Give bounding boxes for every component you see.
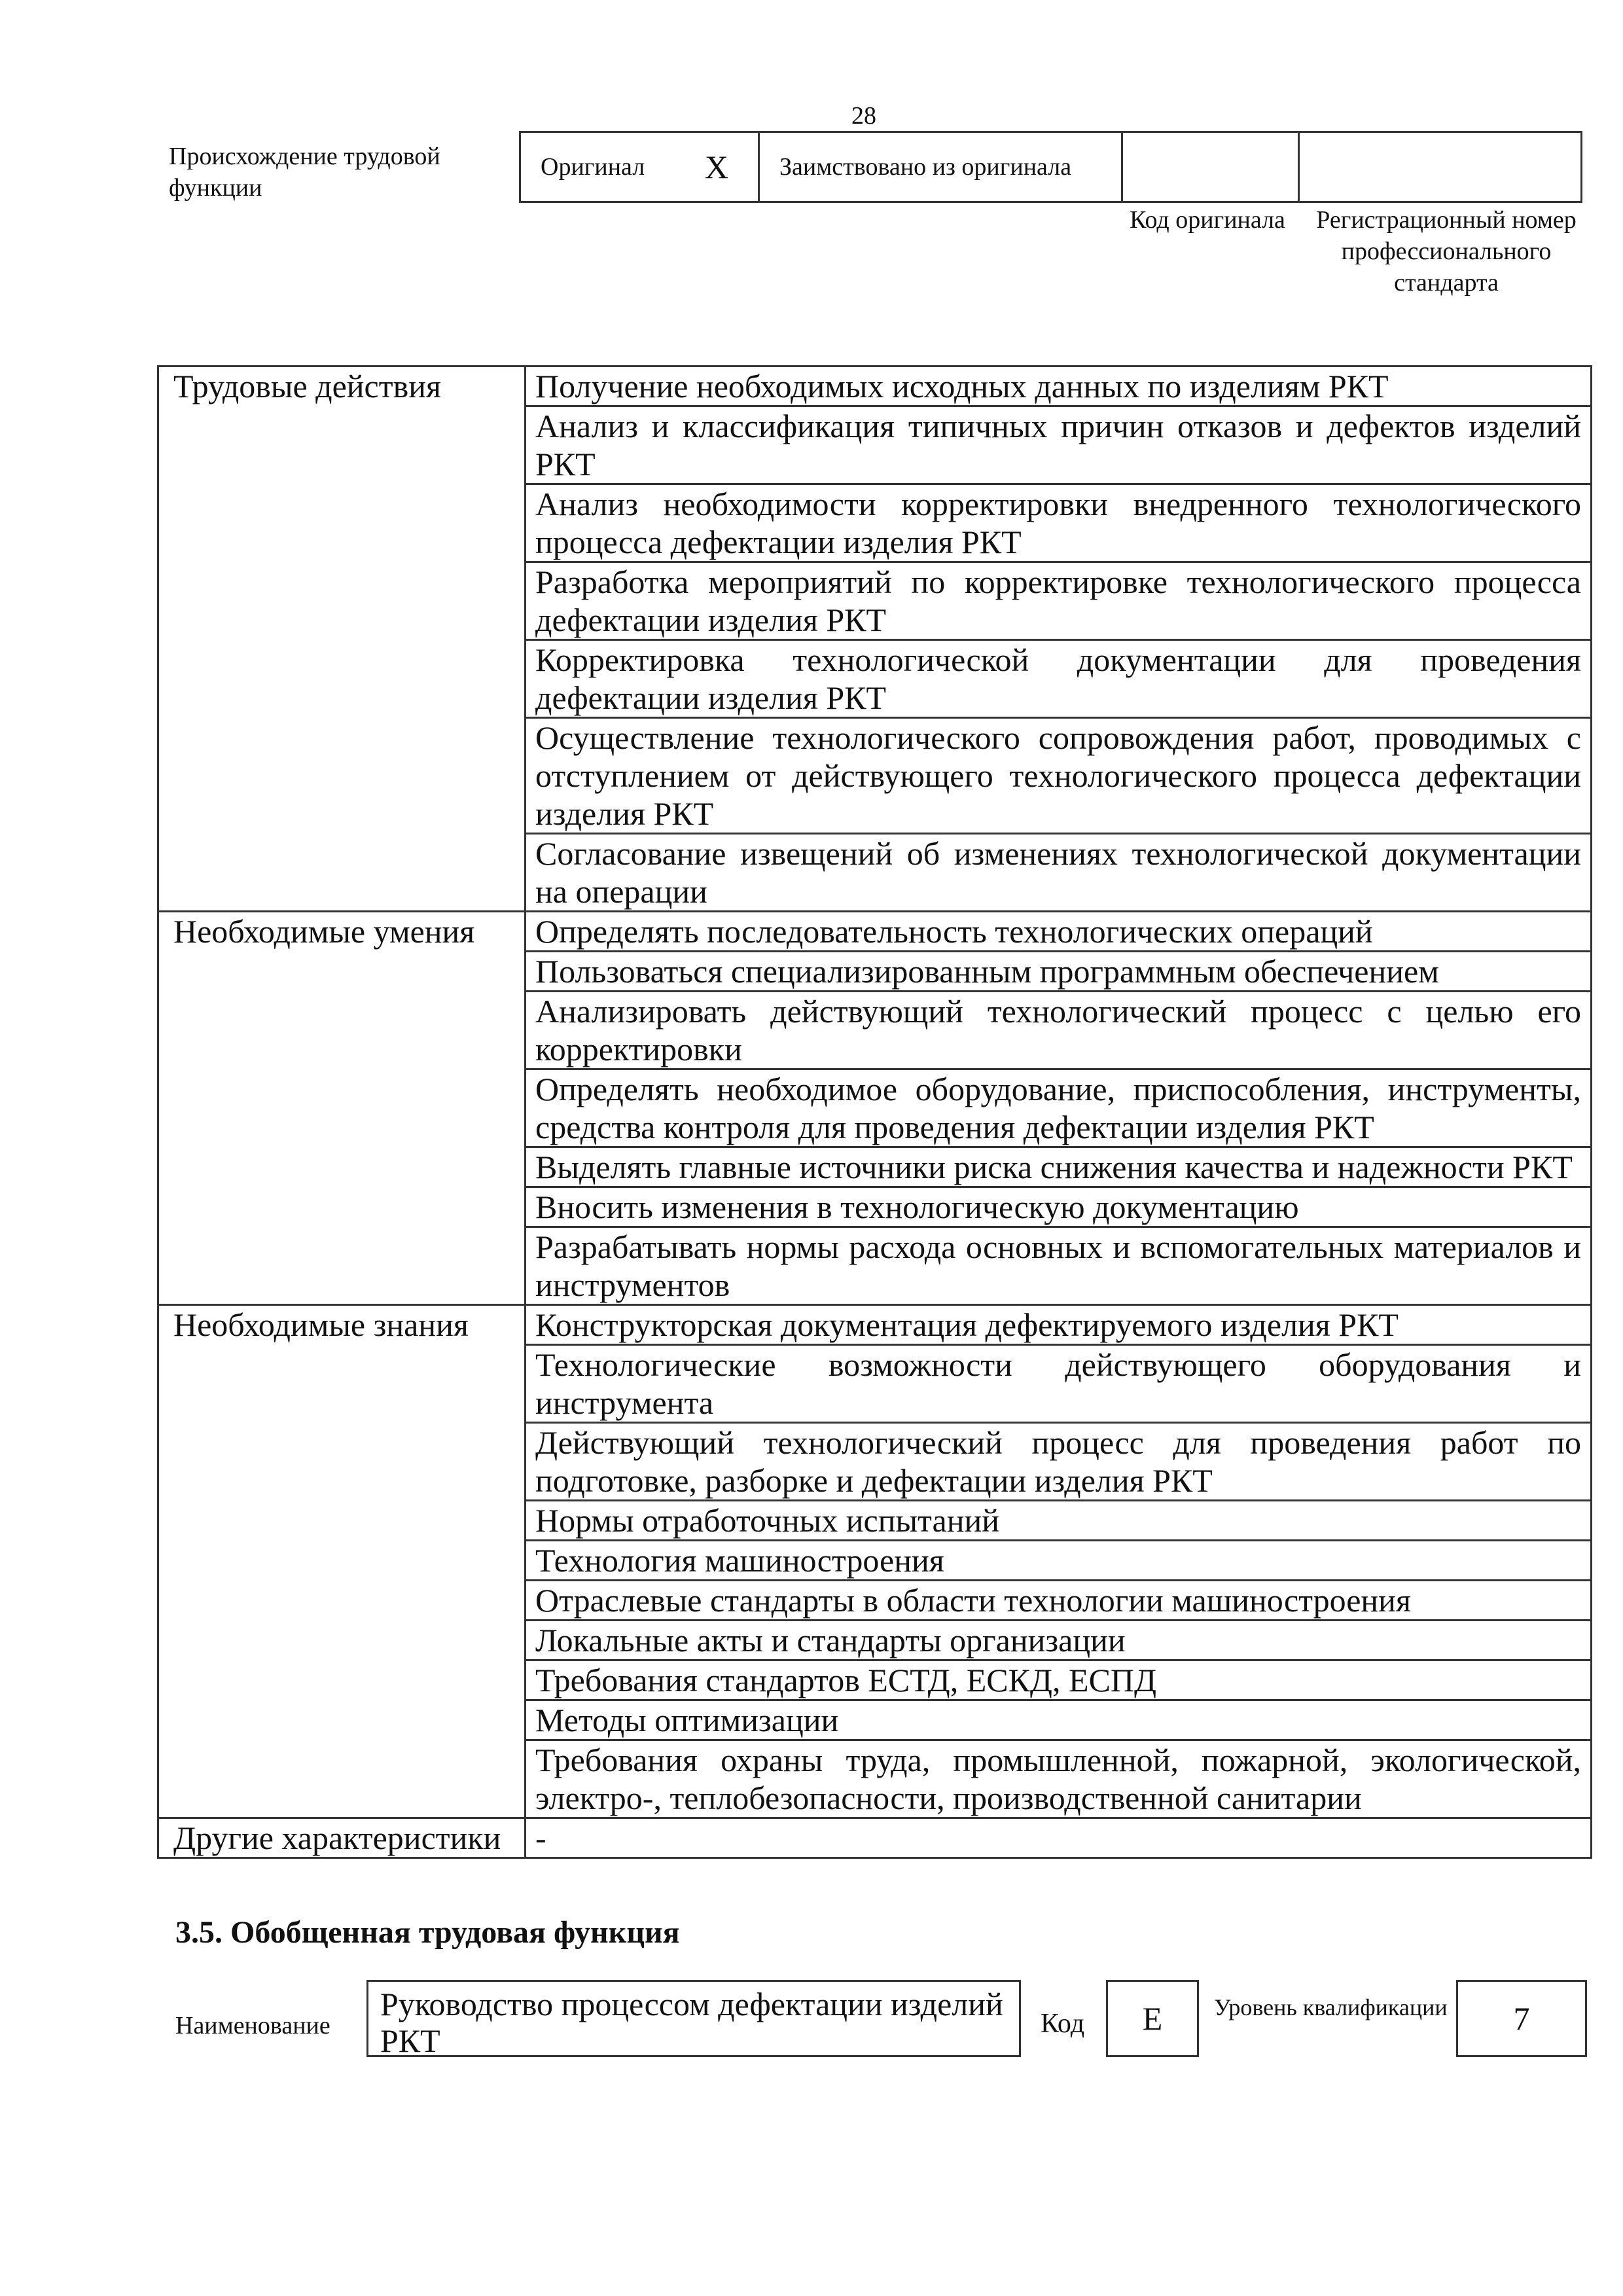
knowledge-item: Технология машиностроения bbox=[526, 1541, 1592, 1581]
skills-item: Пользоваться специализированным программным обеспечением bbox=[526, 952, 1592, 992]
skills-item: Определять необходимое оборудование, приспособления, инструменты, средства контроля для проведения дефектации изделия РКТ bbox=[526, 1069, 1592, 1147]
skills-item: Анализировать действующий технологический процесс с целью его корректировки bbox=[526, 992, 1592, 1069]
table-row bbox=[158, 1818, 1592, 1858]
other-characteristics-label: Другие характеристики bbox=[158, 1818, 526, 1858]
skills-label: Необходимые умения bbox=[158, 912, 526, 1305]
code-caption: Код оригинала bbox=[1130, 206, 1285, 234]
borrowed-label: Заимствовано из оригинала bbox=[779, 153, 1072, 181]
labor-function-table bbox=[157, 365, 1592, 1859]
labor-actions-item: Анализ и классификация типичных причин отказов и дефектов изделий РКТ bbox=[526, 406, 1592, 484]
knowledge-item: Локальные акты и стандарты организации bbox=[526, 1621, 1592, 1660]
other-characteristics-value: - bbox=[526, 1818, 1592, 1858]
labor-actions-item: Осуществление технологического сопровождения работ, проводимых с отступлением от действующего технологического процесса дефектации изделия РКТ bbox=[526, 718, 1592, 834]
knowledge-item: Требования охраны труда, промышленной, пожарной, экологической, электро-, теплобезопасности, производственной санитарии bbox=[526, 1740, 1592, 1818]
knowledge-item: Технологические возможности действующего оборудования и инструмента bbox=[526, 1345, 1592, 1423]
name-value: Руководство процессом дефектации изделий РКТ bbox=[366, 1980, 1021, 2057]
skills-item: Вносить изменения в технологическую документацию bbox=[526, 1187, 1592, 1227]
reg-caption: Регистрационный номер профессионального стандарта bbox=[1316, 206, 1577, 296]
knowledge-item: Требования стандартов ЕСТД, ЕСКД, ЕСПД bbox=[526, 1660, 1592, 1700]
original-label: Оригинал bbox=[541, 153, 645, 181]
labor-actions-item: Корректировка технологической документации для проведения дефектации изделия РКТ bbox=[526, 640, 1592, 718]
labor-actions-item: Анализ необходимости корректировки внедренного технологического процесса дефектации изделия РКТ bbox=[526, 484, 1592, 562]
table-row bbox=[158, 367, 1592, 406]
origin-label: Происхождение трудовой функции bbox=[169, 143, 440, 202]
qualification-level-value: 7 bbox=[1456, 1980, 1587, 2057]
skills-item: Выделять главные источники риска снижения качества и надежности РКТ bbox=[526, 1147, 1592, 1187]
page-number: 28 bbox=[851, 102, 876, 130]
knowledge-label: Необходимые знания bbox=[158, 1305, 526, 1818]
knowledge-item: Нормы отработочных испытаний bbox=[526, 1501, 1592, 1541]
code-value: E bbox=[1106, 1980, 1199, 2057]
code-label: Код bbox=[1041, 2009, 1085, 2039]
labor-actions-item: Разработка мероприятий по корректировке технологического процесса дефектации изделия РКТ bbox=[526, 562, 1592, 640]
labor-actions-label: Трудовые действия bbox=[158, 367, 526, 912]
qualification-level-label: Уровень квалификации bbox=[1214, 1994, 1448, 2020]
origin-borrowed-cell bbox=[760, 133, 1123, 201]
original-mark: X bbox=[704, 149, 728, 185]
origin-code-cell bbox=[1123, 133, 1300, 201]
knowledge-item: Отраслевые стандарты в области технологии машиностроения bbox=[526, 1581, 1592, 1621]
origin-original-cell bbox=[521, 133, 760, 201]
knowledge-item: Действующий технологический процесс для проведения работ по подготовке, разборке и дефектации изделия РКТ bbox=[526, 1423, 1592, 1501]
knowledge-item: Конструкторская документация дефектируемого изделия РКТ bbox=[526, 1305, 1592, 1345]
section-title: 3.5. Обобщенная трудовая функция bbox=[175, 1915, 680, 1950]
table-row bbox=[158, 1305, 1592, 1345]
name-label: Наименование bbox=[175, 2012, 330, 2039]
table-row bbox=[158, 912, 1592, 952]
labor-actions-item: Получение необходимых исходных данных по изделиям РКТ bbox=[526, 367, 1592, 406]
skills-item: Разрабатывать нормы расхода основных и вспомогательных материалов и инструментов bbox=[526, 1227, 1592, 1305]
skills-item: Определять последовательность технологических операций bbox=[526, 912, 1592, 952]
origin-table bbox=[519, 131, 1582, 203]
origin-reg-cell bbox=[1300, 133, 1580, 201]
knowledge-item: Методы оптимизации bbox=[526, 1700, 1592, 1740]
labor-actions-item: Согласование извещений об изменениях технологической документации на операции bbox=[526, 834, 1592, 912]
